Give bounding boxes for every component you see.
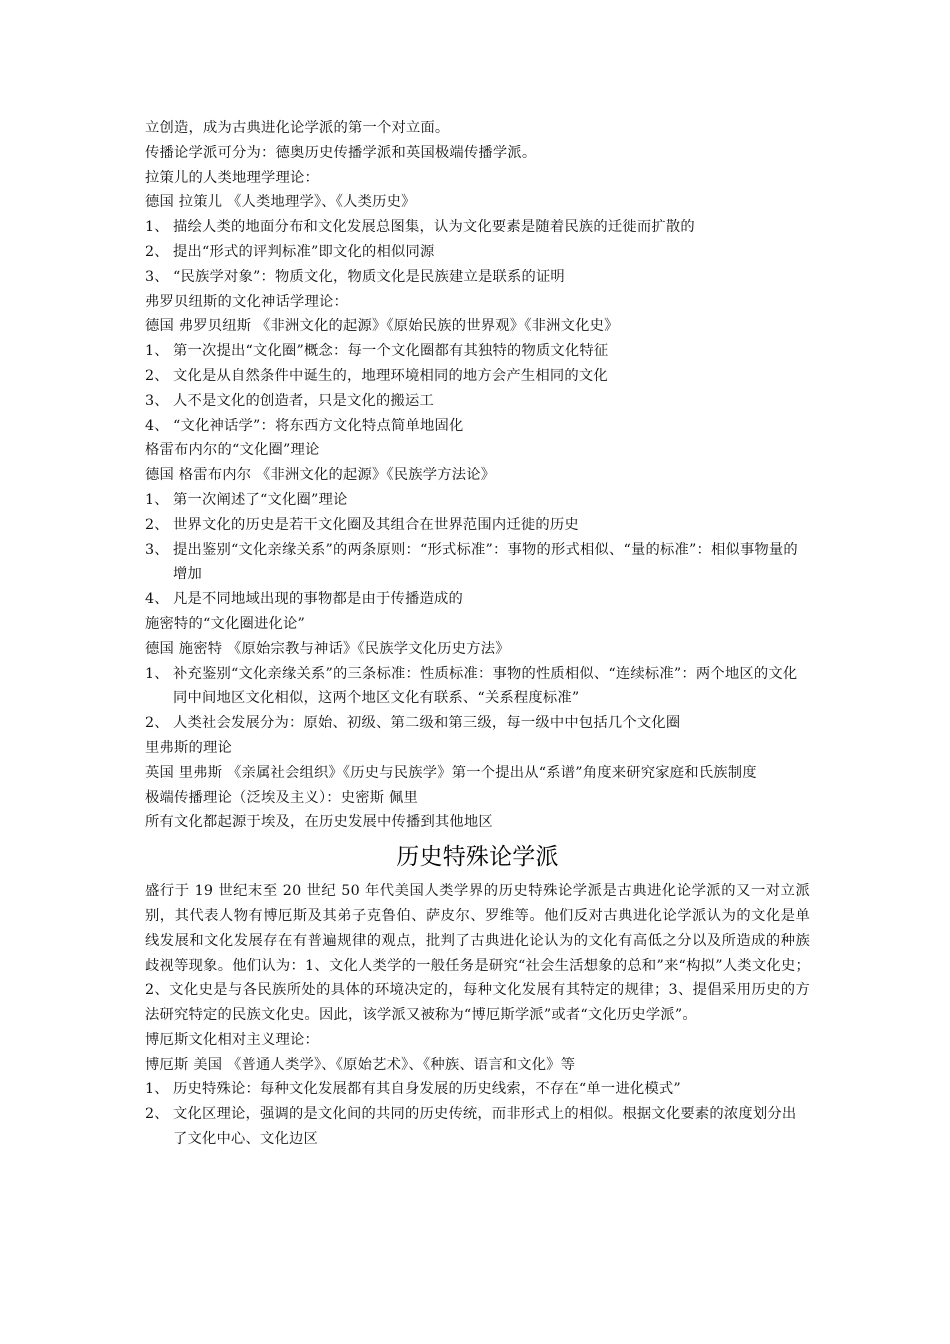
item-number: 1、	[145, 1081, 169, 1098]
author-meta: 德国 弗罗贝纽斯 《非洲文化的起源》《原始民族的世界观》《非洲文化史》	[145, 318, 619, 335]
item-text: 描绘人类的地面分布和文化发展总图集，认为文化要素是随着民族的迁徙而扩散的	[173, 219, 695, 236]
list-item	[145, 587, 810, 612]
item-number: 1、	[145, 665, 169, 682]
item-number: 3、	[145, 268, 169, 285]
item-text: 文化是从自然条件中诞生的，地理环境相同的地方会产生相同的文化	[173, 367, 608, 384]
item-number: 2、	[145, 715, 169, 732]
list-item	[145, 488, 810, 513]
theory-title: 弗罗贝纽斯的文化神话学理论：	[145, 293, 348, 310]
item-number: 3、	[145, 541, 169, 558]
list-item	[145, 265, 810, 290]
item-number: 4、	[145, 591, 169, 608]
theory-title: 里弗斯的理论	[145, 739, 232, 756]
list-item	[145, 414, 810, 439]
document-page	[145, 116, 810, 1152]
item-text: “民族学对象”：物质文化，物质文化是民族建立是联系的证明	[173, 268, 565, 285]
item-number: 2、	[145, 516, 169, 533]
item-number: 1、	[145, 343, 169, 360]
text-line: 拉策儿的人类地理学理论：	[145, 169, 319, 186]
list-item	[145, 364, 810, 389]
author-meta: 德国 施密特 《原始宗教与神话》《民族学文化历史方法》	[145, 640, 510, 657]
intro-paragraph: 盛行于 19 世纪末至 20 世纪 50 年代美国人类学界的历史特殊论学派是古典进化论学派的又一对立派别，其代表人物有博厄斯及其弟子克鲁伯、萨皮尔、罗维等。他们反对古典进化论学派认为的文化是单线发展和文化发展存在有普遍规律的观点，批判了古典进化论认为的文化有高低之分以及所造成的种族歧视等现象。他们认为：1、文化人类学的一般任务是研究“社会生活想象的总和”来“构拟”人类文化史；2、文化史是与各民族所处的具体的环境决定的，每种文化发展有其特定的规律；3、提倡采用历史的方法研究特定的民族文化史。因此，该学派又被称为“博厄斯学派”或者“文化历史学派”。	[145, 883, 810, 1024]
item-text: 人不是文化的创造者，只是文化的搬运工	[173, 392, 434, 409]
item-number: 2、	[145, 243, 169, 260]
list-item	[145, 1077, 810, 1102]
item-text: 世界文化的历史是若干文化圈及其组合在世界范围内迁徙的历史	[173, 516, 579, 533]
list-item	[145, 662, 810, 712]
text-line: 德国 拉策儿 《人类地理学》、《人类历史》	[145, 194, 416, 211]
item-text: 凡是不同地域出现的事物都是由于传播造成的	[173, 591, 463, 608]
item-text: 文化区理论，强调的是文化间的共同的历史传统，而非形式上的相似。根据文化要素的浓度划分出了文化中心、文化边区	[173, 1106, 797, 1148]
item-text: 第一次提出“文化圈”概念：每一个文化圈都有其独特的物质文化特征	[173, 343, 609, 360]
item-text: “文化神话学”：将东西方文化特点简单地固化	[173, 417, 464, 434]
list-item	[145, 240, 810, 265]
item-text: 人类社会发展分为：原始、初级、第二级和第三级，每一级中中包括几个文化圈	[173, 715, 681, 732]
item-number: 4、	[145, 417, 169, 434]
text-line: 立创造，成为古典进化论学派的第一个对立面。	[145, 120, 450, 136]
item-text: 第一次阐述了“文化圈”理论	[173, 491, 348, 508]
list-item	[145, 1102, 810, 1152]
item-text: 历史特殊论：每种文化发展都有其自身发展的历史线索，不存在“单一进化模式”	[173, 1081, 681, 1098]
author-meta: 博厄斯 美国 《普通人类学》、《原始艺术》、《种族、语言和文化》等	[145, 1056, 576, 1073]
theory-title: 施密特的“文化圈进化论”	[145, 615, 305, 632]
text-line: 传播论学派可分为：德奥历史传播学派和英国极端传播学派。	[145, 144, 537, 161]
item-text: 补充鉴别“文化亲缘关系”的三条标准：性质标准：事物的性质相似、“连续标准”：两个地区的文化同中间地区文化相似，这两个地区文化有联系、“关系程度标准”	[173, 665, 798, 707]
item-number: 2、	[145, 367, 169, 384]
theory-title: 极端传播理论（泛埃及主义）：史密斯 佩里	[145, 789, 419, 806]
item-number: 1、	[145, 491, 169, 508]
list-item	[145, 339, 810, 364]
list-item	[145, 538, 810, 588]
list-item	[145, 389, 810, 414]
item-text: 提出鉴别“文化亲缘关系”的两条原则：“形式标准”：事物的形式相似、“量的标准”：相似事物量的增加	[173, 541, 798, 583]
item-text: 提出“形式的评判标准”即文化的相似同源	[173, 243, 435, 260]
theory-description: 所有文化都起源于埃及，在历史发展中传播到其他地区	[145, 814, 493, 831]
theory-title: 格雷布内尔的“文化圈”理论	[145, 442, 320, 459]
author-meta: 英国 里弗斯 《亲属社会组织》《历史与民族学》第一个提出从“系谱”角度来研究家庭和氏族制度	[145, 764, 757, 781]
item-number: 2、	[145, 1106, 169, 1123]
list-item	[145, 513, 810, 538]
author-meta: 德国 格雷布内尔 《非洲文化的起源》《民族学方法论》	[145, 467, 496, 484]
list-item	[145, 711, 810, 736]
theory-title: 博厄斯文化相对主义理论：	[145, 1031, 319, 1048]
list-item	[145, 215, 810, 240]
item-number: 1、	[145, 219, 169, 236]
section-heading: 历史特殊论学派	[396, 844, 559, 871]
item-number: 3、	[145, 392, 169, 409]
